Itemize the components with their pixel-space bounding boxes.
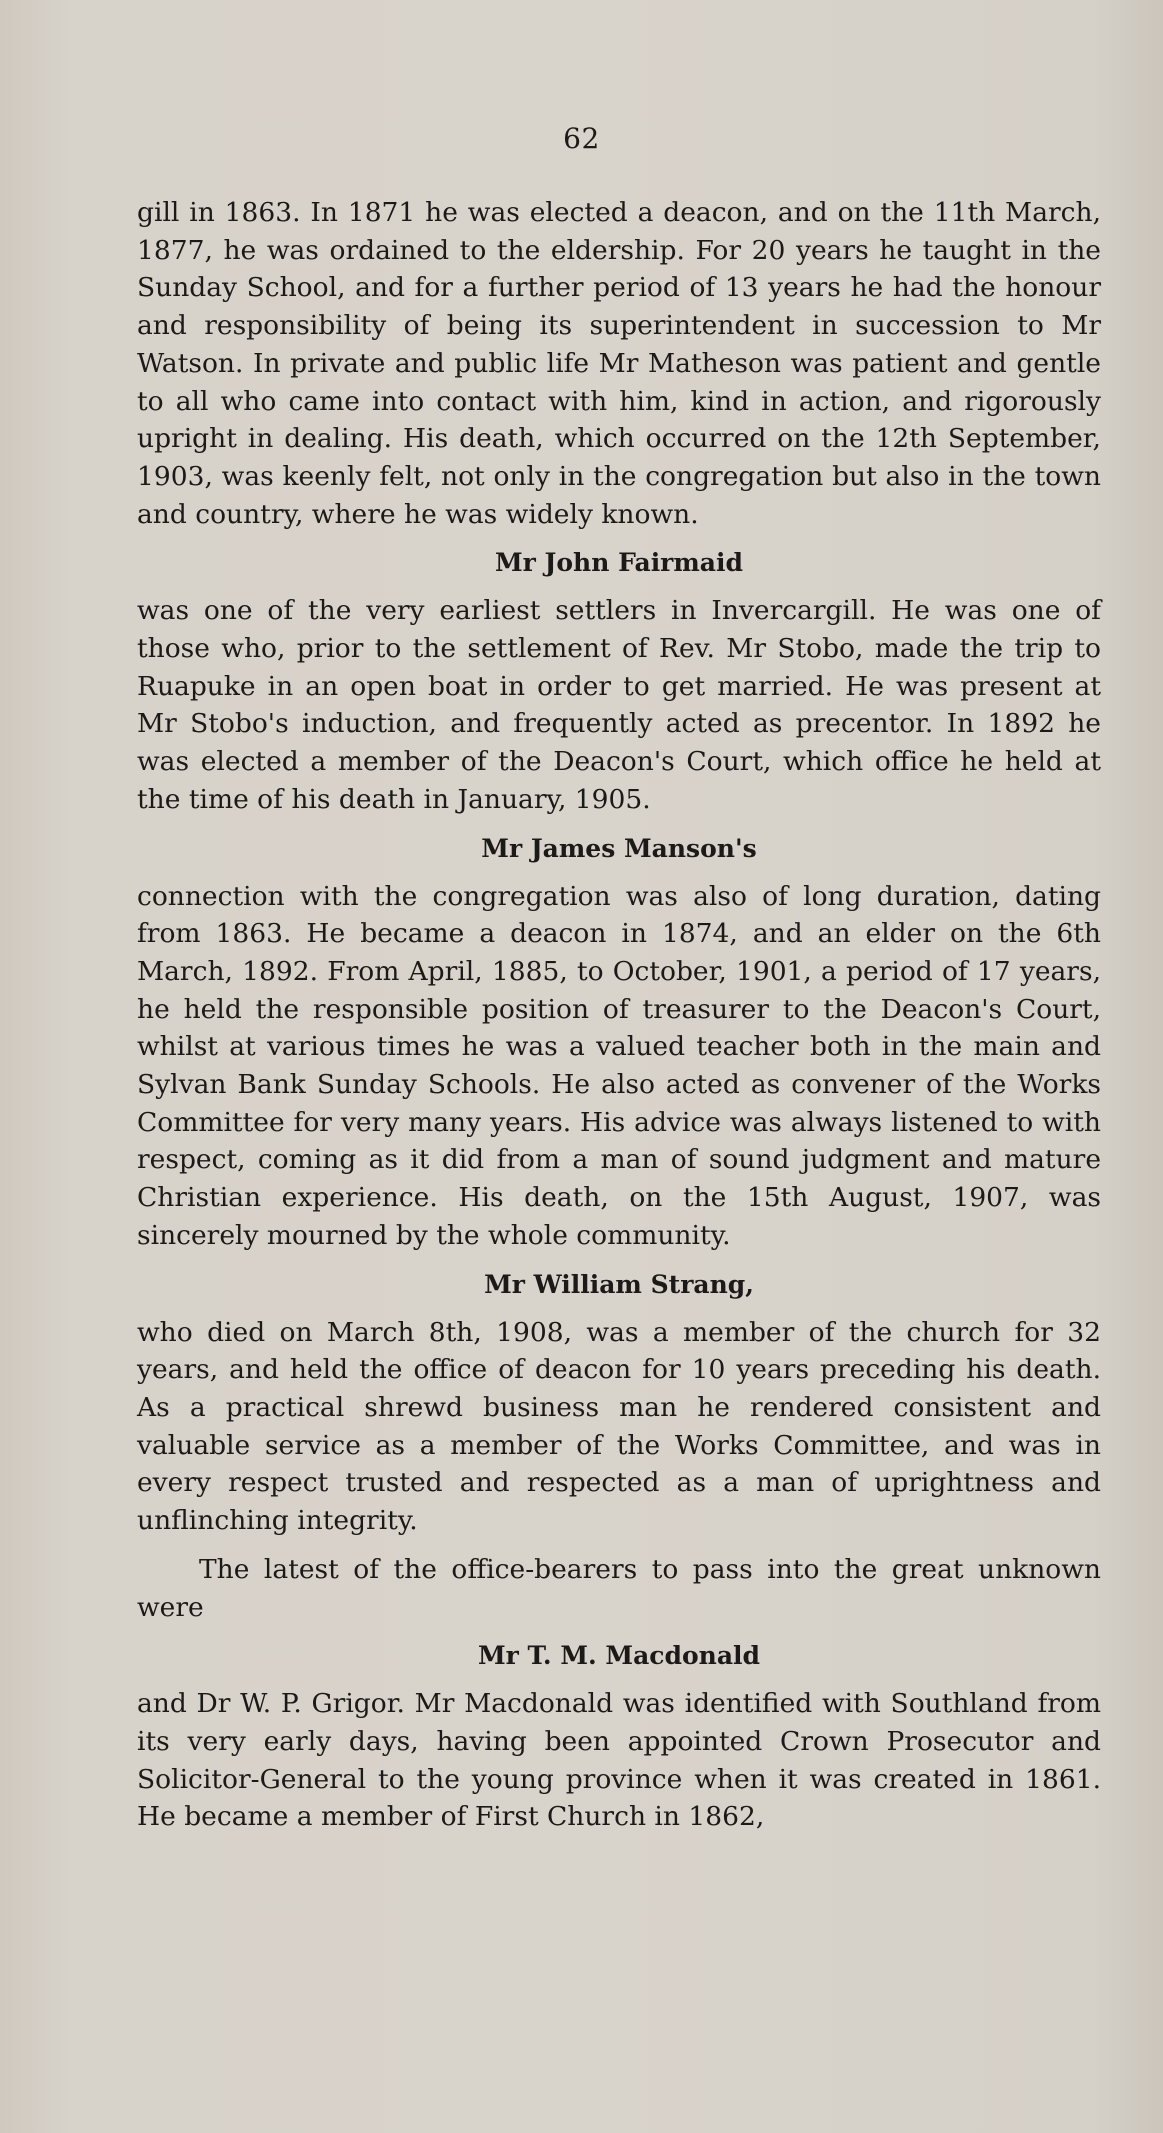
heading-john-fairmaid: Mr John Fairmaid [495, 548, 743, 578]
page-number: 62 [563, 122, 600, 155]
paragraph-manson: connection with the congregation was also of long duration, dating from 1863. He became a deacon in 1874, and an elder on the 6th March, 1892. From April, 1885, to October, 1901, a period of 17 years, he held the responsible position of treasurer to the Deacon's Court, whilst at various times he was a valued teacher both in the main and Sylvan Bank Sunday Schools. He also acted as convener of the Works Committee for very many years. His advice was always listened to with respect, coming as it did from a man of sound judgment and mature Christian experience. His death, on the 15th August, 1907, was sincerely mourned by the whole community. [137, 880, 1101, 1251]
heading-james-manson: Mr James Manson's [481, 833, 757, 863]
heading-tm-macdonald: Mr T. M. Macdonald [477, 1641, 761, 1671]
paragraph-macdonald: and Dr W. P. Grigor. Mr Macdonald was identified with Southland from its very early days, having been appointed Crown Prosecutor and Solicitor-General to the young province when it was created in 1861. He became a member of First Church in 1862, [137, 1688, 1101, 1833]
heading-william-strang: Mr William Strang, [484, 1269, 754, 1299]
paragraph-fairmaid: was one of the very earliest settlers in Invercargill. He was one of those who, prior to the settlement of Rev. Mr Stobo, made the trip to Ruapuke in an open boat in order to get married. He was present at Mr Stobo's induction, and frequently acted as precentor. In 1892 he was elected a member of the Deacon's Court, which office he held at the time of his death in January, 1905. [137, 595, 1101, 815]
paragraph-matheson: gill in 1863. In 1871 he was elected a deacon, and on the 11th March, 1877, he was ordained to the eldership. For 20 years he taught in the Sunday School, and for a further period of 13 years he had the honour and responsibility of being its superintendent in succession to Mr Watson. In private and public life Mr Matheson was patient and gentle to all who came into contact with him, kind in action, and rigorously upright in dealing. His death, which occurred on the 12th September, 1903, was keenly felt, not only in the congregation but also in the town and country, where he was widely known. [137, 197, 1101, 530]
paragraph-strang: who died on March 8th, 1908, was a member of the church for 32 years, and held the office of deacon for 10 years preceding his death. As a practical shrewd business man he rendered consistent and valuable service as a member of the Works Committee, and was in every respect trusted and respected as a man of uprightness and unflinching integrity. [137, 1316, 1101, 1537]
page-body [137, 194, 1101, 1836]
paragraph-office-bearers: The latest of the office-bearers to pass into the great unknown were [137, 1553, 1101, 1623]
